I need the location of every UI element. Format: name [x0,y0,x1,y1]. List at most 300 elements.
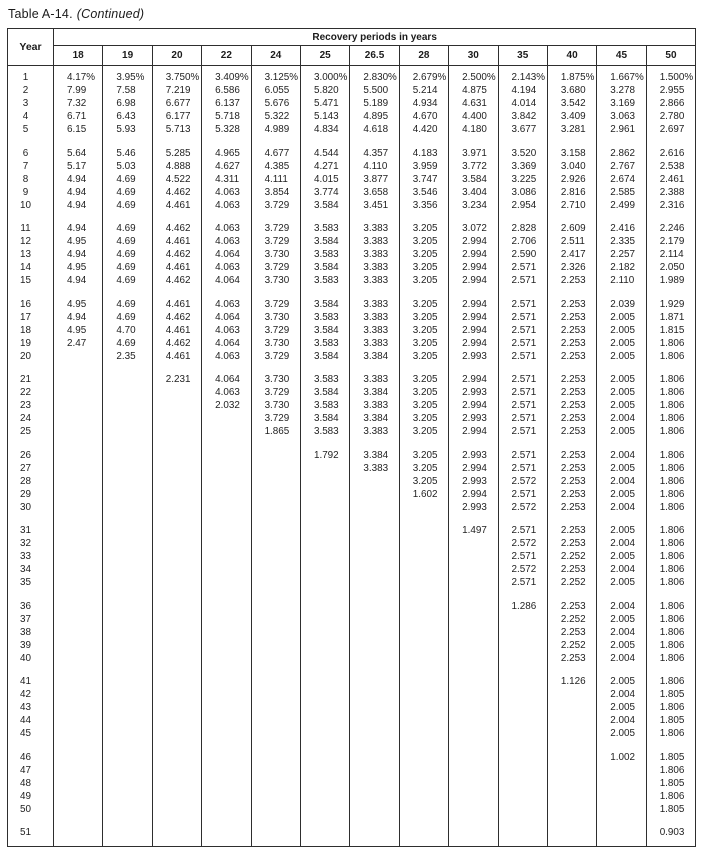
rate-cell [597,826,646,839]
rate-cell: 4.631 [449,97,498,110]
rate-cell [152,576,201,589]
rate-cell: 3.584 [300,386,349,399]
rate-cell: 3.677 [498,123,547,136]
rate-cell: 3.278 [597,84,646,97]
rate-cell: 3.729 [251,199,300,212]
table-row [8,123,696,136]
rate-cell [597,803,646,816]
rate-cell: 2.253 [547,449,596,462]
rate-cell: 2.005 [597,337,646,350]
rate-cell [152,751,201,764]
rate-cell [399,727,448,740]
rate-cell [597,764,646,777]
rate-cell: 4.400 [449,110,498,123]
year-cell: 36 [20,600,31,612]
rate-cell [350,675,399,688]
table-row [8,350,696,363]
rate-cell [300,462,349,475]
rate-cell [300,688,349,701]
rate-cell [103,675,152,688]
year-column-header: Year [8,29,54,66]
rate-cell: 2.253 [547,462,596,475]
rate-cell: 4.111 [251,173,300,186]
rate-cell: 2.571 [498,576,547,589]
year-cell: 43 [20,702,31,713]
rate-cell: 3.583 [300,222,349,235]
year-cell: 32 [20,538,31,549]
rate-cell: 2.253 [547,324,596,337]
table-row [8,235,696,248]
rate-cell: 5.820 [300,84,349,97]
rate-cell [152,639,201,652]
rate-cell [54,576,103,589]
rate-cell: 2.994 [449,261,498,274]
rate-cell [202,537,251,550]
rate-cell: 2.005 [597,639,646,652]
rate-cell: 1.805 [646,688,696,701]
rate-cell: 2.609 [547,222,596,235]
rate-cell: 4.462 [152,248,201,261]
rate-cell [152,386,201,399]
rate-cell [54,488,103,501]
rate-cell: 2.253 [547,600,596,613]
rate-cell: 4.69 [103,337,152,350]
rate-cell: 2.994 [449,324,498,337]
year-cell: 39 [20,639,31,651]
rate-cell [251,537,300,550]
rate-cell [152,488,201,501]
rate-cell [251,613,300,626]
rate-cell: 4.94 [54,248,103,261]
rate-cell [547,714,596,727]
rate-cell: 2.571 [498,550,547,563]
table-row [8,675,696,688]
year-cell: 35 [20,577,31,588]
rate-cell: 2.253 [547,524,596,537]
rate-cell: 2.35 [103,350,152,363]
rate-cell [498,652,547,665]
table-row [8,537,696,550]
rate-cell [251,576,300,589]
rate-cell: 3.730 [251,311,300,324]
table-row [8,751,696,764]
rate-cell [202,751,251,764]
rate-cell: 2.110 [597,274,646,287]
year-cell: 16 [20,298,31,310]
rate-cell: 4.064 [202,274,251,287]
rate-cell: 2.511 [547,235,596,248]
rate-cell: 0.903 [646,826,696,839]
rate-cell: 4.69 [103,298,152,311]
rate-cell [152,550,201,563]
rate-cell: 2.500% [449,71,498,84]
year-cell: 7 [22,160,29,172]
rate-cell: 2.246 [646,222,696,235]
rate-cell: 2.954 [498,199,547,212]
rate-cell: 4.462 [152,311,201,324]
rate-cell: 3.451 [350,199,399,212]
rate-cell [547,701,596,714]
rate-cell: 3.730 [251,399,300,412]
rate-cell: 3.584 [300,324,349,337]
rate-cell [103,386,152,399]
table-row [8,160,696,173]
rate-cell: 5.322 [251,110,300,123]
rate-cell [547,777,596,790]
rate-cell: 3.086 [498,186,547,199]
rate-cell [449,626,498,639]
rate-cell: 3.040 [547,160,596,173]
rate-cell: 3.854 [251,186,300,199]
rate-cell [449,764,498,777]
rate-cell: 2.993 [449,449,498,462]
rate-cell [300,803,349,816]
rate-cell: 2.926 [547,173,596,186]
rate-cell: 3.205 [399,235,448,248]
rate-cell: 2.571 [498,412,547,425]
rate-cell [103,777,152,790]
rate-cell: 4.063 [202,235,251,248]
rate-cell [498,727,547,740]
rate-cell: 2.253 [547,501,596,514]
rate-cell [350,501,399,514]
rate-cell: 3.583 [300,274,349,287]
rate-cell [251,600,300,613]
rate-cell [202,550,251,563]
rate-cell: 3.729 [251,261,300,274]
rate-cell: 2.571 [498,524,547,537]
rate-cell [152,399,201,412]
rate-cell: 2.005 [597,425,646,438]
rate-cell: 2.416 [597,222,646,235]
rate-cell [350,826,399,839]
rate-cell: 4.989 [251,123,300,136]
rate-cell: 4.063 [202,199,251,212]
rate-cell: 1.806 [646,701,696,714]
rate-cell: 3.383 [350,248,399,261]
rate-cell [449,537,498,550]
rate-cell: 2.417 [547,248,596,261]
period-column-header: 50 [646,46,696,66]
rate-cell: 5.93 [103,123,152,136]
rate-cell: 3.842 [498,110,547,123]
rate-cell: 4.462 [152,274,201,287]
rate-cell: 2.253 [547,274,596,287]
rate-cell: 2.994 [449,399,498,412]
year-cell: 45 [20,728,31,739]
rate-cell [54,701,103,714]
rate-cell: 3.383 [350,261,399,274]
rate-cell [350,524,399,537]
rate-cell [350,652,399,665]
rate-cell: 2.005 [597,576,646,589]
table-row [8,613,696,626]
rate-cell [202,675,251,688]
rate-cell: 3.205 [399,399,448,412]
table-body [8,66,696,847]
rate-cell: 1.806 [646,727,696,740]
rate-cell [251,652,300,665]
rate-cell [54,727,103,740]
rate-cell [547,727,596,740]
rate-cell [54,777,103,790]
rate-cell [152,803,201,816]
rate-cell [350,563,399,576]
rate-cell [251,524,300,537]
rate-cell: 2.994 [449,311,498,324]
year-cell: 20 [20,350,31,362]
year-cell: 9 [22,186,29,198]
year-cell: 3 [22,98,29,109]
year-cell: 38 [20,626,31,638]
rate-cell: 5.718 [202,110,251,123]
table-row [8,701,696,714]
rate-cell: 3.205 [399,274,448,287]
rate-cell [103,826,152,839]
table-row [8,462,696,475]
rate-cell [103,563,152,576]
rate-cell: 4.063 [202,298,251,311]
rate-cell [350,550,399,563]
period-header-row [8,46,696,66]
rate-cell: 1.929 [646,298,696,311]
rate-cell [103,600,152,613]
rate-cell: 5.500 [350,84,399,97]
rate-cell: 5.64 [54,147,103,160]
rate-cell: 2.316 [646,199,696,212]
rate-cell [449,613,498,626]
rate-cell: 3.729 [251,412,300,425]
rate-cell [54,475,103,488]
year-cell: 23 [20,400,31,411]
rate-cell: 3.281 [547,123,596,136]
rate-cell [449,701,498,714]
rate-cell: 2.005 [597,462,646,475]
rate-cell: 2.994 [449,373,498,386]
rate-cell: 1.792 [300,449,349,462]
rate-cell: 2.710 [547,199,596,212]
rate-cell: 5.143 [300,110,349,123]
rate-cell: 5.471 [300,97,349,110]
rate-cell [152,714,201,727]
table-title-text: Table A-14. [8,7,73,21]
rate-cell [103,576,152,589]
rate-cell [152,675,201,688]
rate-cell: 1.126 [547,675,596,688]
rate-cell: 2.004 [597,449,646,462]
rate-cell: 3.730 [251,373,300,386]
rate-cell [449,639,498,652]
group-spacer-row [8,589,696,600]
rate-cell: 3.205 [399,425,448,438]
rate-cell [597,790,646,803]
rate-cell [300,550,349,563]
rate-cell: 3.225 [498,173,547,186]
rate-cell [251,462,300,475]
rate-cell [152,613,201,626]
rate-cell [498,777,547,790]
rate-cell: 3.584 [300,298,349,311]
rate-cell: 1.806 [646,350,696,363]
rate-cell [251,563,300,576]
rate-cell: 3.729 [251,386,300,399]
rate-cell: 4.461 [152,324,201,337]
rate-cell [103,501,152,514]
rate-cell: 2.572 [498,475,547,488]
table-row [8,412,696,425]
rate-cell: 4.461 [152,199,201,212]
rate-cell [350,537,399,550]
rate-cell: 3.205 [399,324,448,337]
rate-cell: 4.834 [300,123,349,136]
rate-cell: 2.005 [597,311,646,324]
table-row [8,727,696,740]
rate-cell: 3.205 [399,462,448,475]
rate-cell: 2.252 [547,550,596,563]
rate-cell [54,714,103,727]
group-spacer-row [8,438,696,449]
rate-cell [54,751,103,764]
rate-cell [103,373,152,386]
table-row [8,803,696,816]
rate-cell [547,803,596,816]
rate-cell: 2.182 [597,261,646,274]
rate-cell: 4.94 [54,186,103,199]
rate-cell: 2.005 [597,550,646,563]
rate-cell: 5.713 [152,123,201,136]
rate-cell [547,790,596,803]
rate-cell: 3.205 [399,298,448,311]
rate-cell: 3.383 [350,311,399,324]
rate-cell [498,675,547,688]
rate-cell [251,688,300,701]
rate-cell [498,613,547,626]
rate-cell [202,475,251,488]
rate-cell: 3.158 [547,147,596,160]
rate-cell [350,576,399,589]
rate-cell [103,425,152,438]
table-row [8,110,696,123]
rate-cell [350,626,399,639]
rate-cell [103,764,152,777]
rate-cell [103,462,152,475]
rate-cell [251,764,300,777]
rate-cell: 3.205 [399,222,448,235]
rate-cell: 2.571 [498,350,547,363]
rate-cell: 2.004 [597,537,646,550]
rate-cell: 2.005 [597,613,646,626]
rate-cell: 2.538 [646,160,696,173]
rate-cell: 4.69 [103,261,152,274]
rate-cell: 2.571 [498,399,547,412]
table-row [8,524,696,537]
rate-cell: 2.499 [597,199,646,212]
rate-cell [350,701,399,714]
rate-cell: 1.497 [449,524,498,537]
rate-cell [597,777,646,790]
rate-cell: 1.806 [646,652,696,665]
rate-cell: 1.806 [646,425,696,438]
rate-cell: 3.584 [300,350,349,363]
rate-cell: 4.462 [152,186,201,199]
rate-cell [498,764,547,777]
rate-cell [54,524,103,537]
year-cell: 31 [20,525,31,536]
rate-cell [350,790,399,803]
rate-cell: 2.039 [597,298,646,311]
rate-cell: 3.383 [350,298,399,311]
rate-cell: 2.005 [597,488,646,501]
rate-cell: 1.806 [646,373,696,386]
rate-cell: 2.993 [449,386,498,399]
rate-cell: 3.205 [399,386,448,399]
rate-cell: 3.125% [251,71,300,84]
rate-cell [399,777,448,790]
rate-cell [449,600,498,613]
rate-cell [152,425,201,438]
rate-cell: 2.994 [449,425,498,438]
rate-cell: 2.572 [498,563,547,576]
rate-cell [251,488,300,501]
rate-cell [300,714,349,727]
year-cell: 13 [20,249,31,260]
rate-cell: 4.95 [54,235,103,248]
rate-cell: 1.865 [251,425,300,438]
rate-cell: 1.805 [646,714,696,727]
year-cell: 24 [20,413,31,424]
year-cell: 22 [20,387,31,398]
rate-cell [399,626,448,639]
rate-cell: 1.989 [646,274,696,287]
rate-cell: 2.828 [498,222,547,235]
rate-cell [399,803,448,816]
rate-cell [350,639,399,652]
period-column-header: 25 [300,46,349,66]
rate-cell: 4.462 [152,222,201,235]
rate-cell: 4.94 [54,222,103,235]
rate-cell [152,652,201,665]
rate-cell: 2.253 [547,537,596,550]
rate-cell: 3.584 [300,235,349,248]
rate-cell [202,576,251,589]
rate-cell [498,751,547,764]
rate-cell [350,764,399,777]
rate-cell [251,714,300,727]
rate-cell: 2.253 [547,298,596,311]
rate-cell: 3.384 [350,350,399,363]
group-spacer-row [8,363,696,374]
rate-cell [300,613,349,626]
rate-cell [152,524,201,537]
rate-cell [350,714,399,727]
group-spacer-row [8,212,696,223]
rate-cell [399,751,448,764]
rate-cell: 3.750% [152,71,201,84]
rate-cell [498,803,547,816]
rate-cell: 4.95 [54,298,103,311]
rate-cell: 1.806 [646,501,696,514]
rate-cell [251,751,300,764]
rate-cell [152,701,201,714]
rate-cell: 3.520 [498,147,547,160]
rate-cell: 2.005 [597,675,646,688]
year-cell: 1 [22,72,29,83]
rate-cell: 4.69 [103,186,152,199]
rate-cell [202,462,251,475]
table-row [8,97,696,110]
rate-cell: 3.000% [300,71,349,84]
rate-cell: 4.69 [103,173,152,186]
